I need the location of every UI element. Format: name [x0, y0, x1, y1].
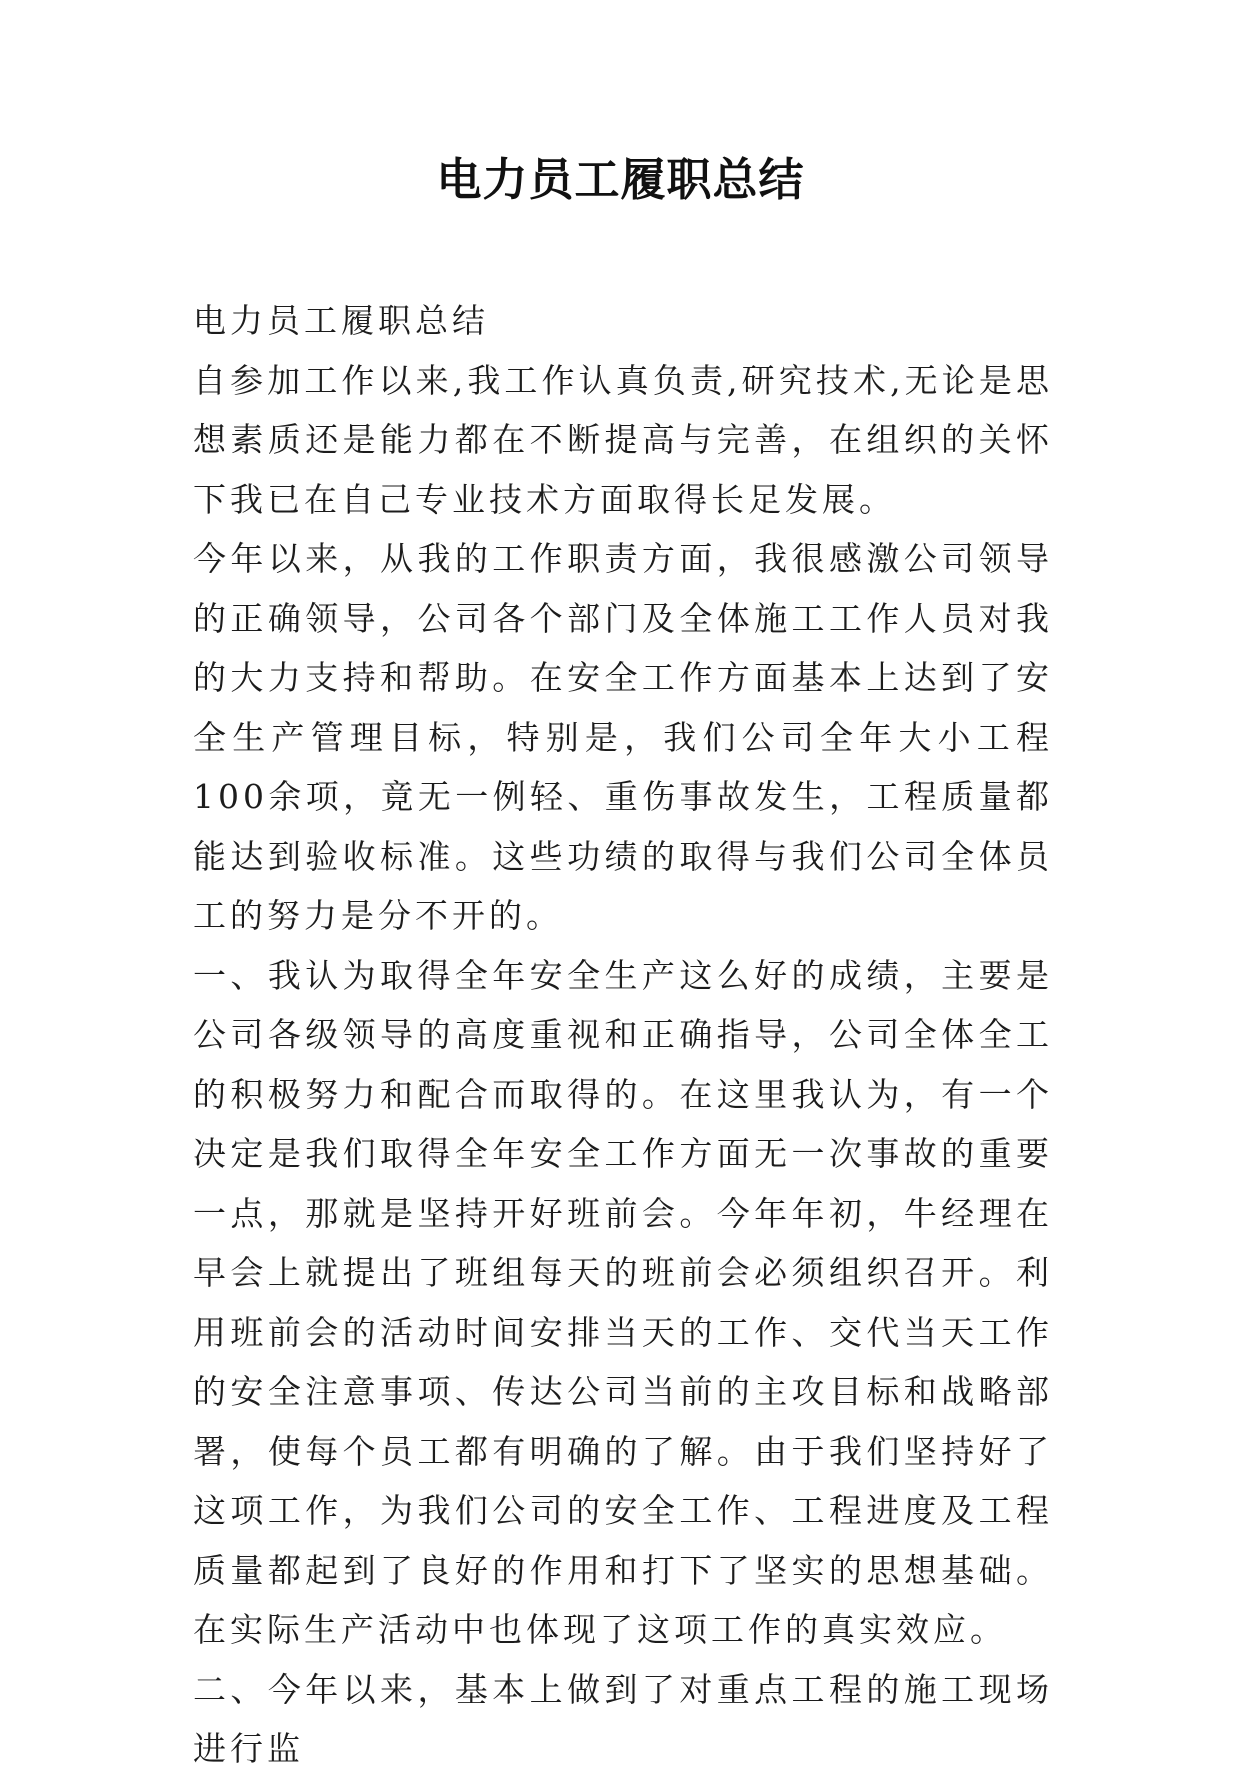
document-body — [193, 291, 1053, 1779]
safety-achievement-paragraph: 今年以来，从我的工作职责方面，我很感激公司领导的正确领导，公司各个部门及全体施工工作人员对我的大力支持和帮助。在安全工作方面基本上达到了安全生产管理目标，特别是，我们公司全年大小工程100余项，竟无一例轻、重伤事故发生，工程质量都能达到验收标准。这些功绩的取得与我们公司全体员工的努力是分不开的。 — [193, 539, 1053, 935]
section-two-paragraph: 二、今年以来，基本上做到了对重点工程的施工现场进行监 — [193, 1669, 1053, 1768]
subtitle-paragraph: 电力员工履职总结 — [193, 301, 489, 340]
section-one-paragraph: 一、我认为取得全年安全生产这么好的成绩，主要是公司各级领导的高度重视和正确指导，公司全体全工的积极努力和配合而取得的。在这里我认为，有一个决定是我们取得全年安全工作方面无一次事故的重要一点，那就是坚持开好班前会。今年年初，牛经理在早会上就提出了班组每天的班前会必须组织召开。利用班前会的活动时间安排当天的工作、交代当天工作的安全注意事项、传达公司当前的主攻目标和战略部署，使每个员工都有明确的了解。由于我们坚持好了这项工作，为我们公司的安全工作、工程进度及工程质量都起到了良好的作用和打下了坚实的思想基础。在实际生产活动中也体现了这项工作的真实效应。 — [193, 955, 1053, 1649]
intro-paragraph: 自参加工作以来,我工作认真负责,研究技术,无论是思想素质还是能力都在不断提高与完善，在组织的关怀下我已在自己专业技术方面取得长足发展。 — [193, 360, 1053, 519]
document-title: 电力员工履职总结 — [436, 153, 805, 206]
